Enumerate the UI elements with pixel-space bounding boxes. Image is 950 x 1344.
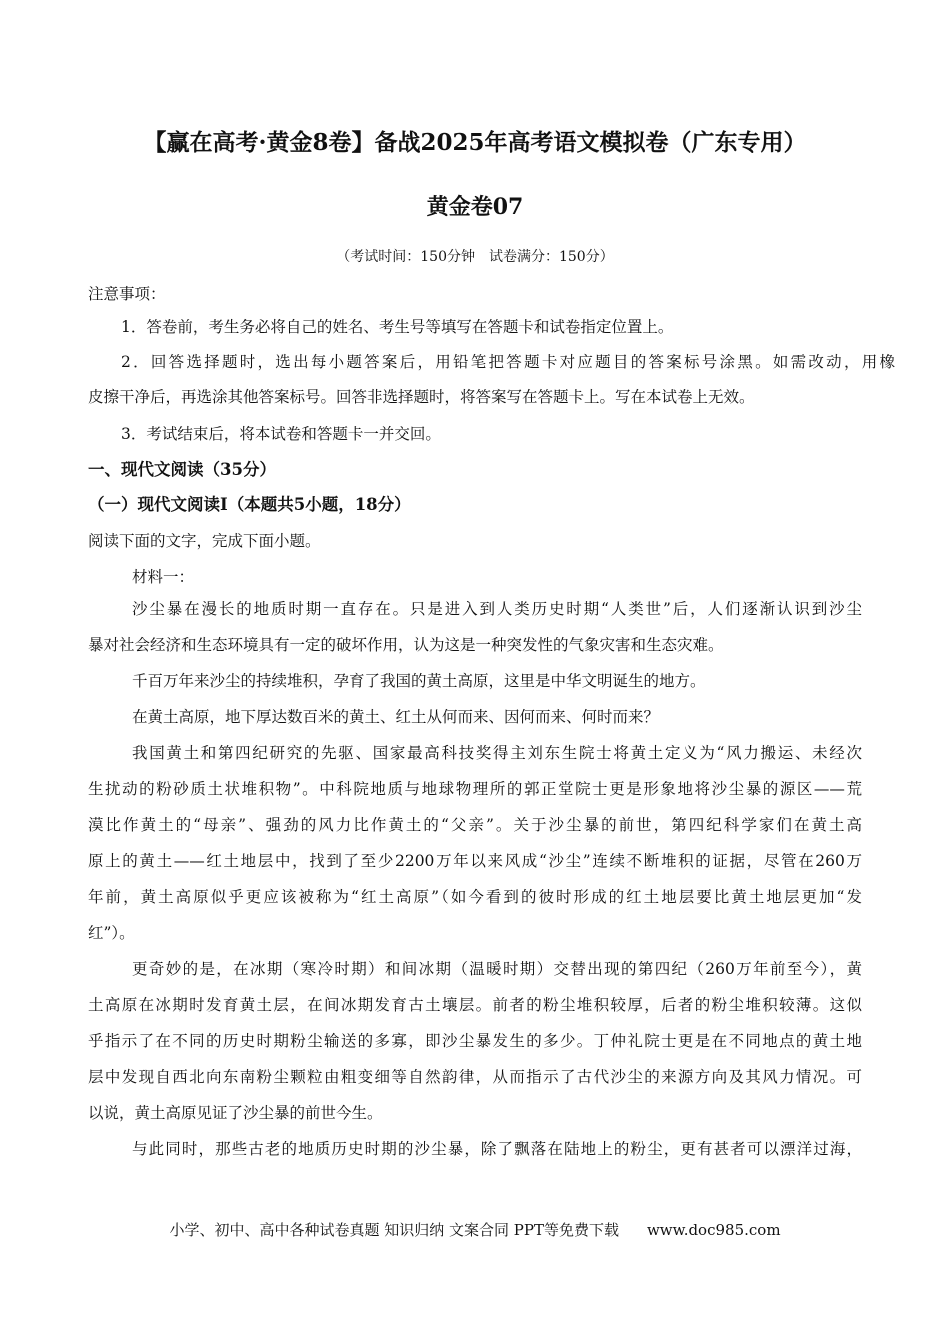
paragraph-line: 红”）。 (88, 924, 135, 942)
paragraph-line: 以说，黄土高原见证了沙尘暴的前世今生。 (88, 1104, 383, 1122)
paragraph-line: 暴对社会经济和生态环境具有一定的破坏作用，认为这是一种突发性的气象灾害和生态灾难。 (88, 636, 724, 654)
paragraph-line: 在黄土高原，地下厚达数百米的黄土、红土从何而来、因何而来、何时而来？ (132, 708, 660, 726)
document-subtitle: 黄金卷07 (426, 194, 524, 220)
footer-text: 小学、初中、高中各种试卷真题 知识归纳 文案合同 PPT等免费下载 (169, 1221, 619, 1239)
paragraph-line: 年前，黄土高原似乎更应该被称为“红土高原”（如今看到的彼时形成的红土地层要比黄土地层更加“发 (88, 888, 862, 906)
paragraph-line: 沙尘暴在漫长的地质时期一直存在。只是进入到人类历史时期“人类世”后，人们逐渐认识到沙尘 (132, 600, 862, 618)
document-title: 【赢在高考·黄金8卷】备战2025年高考语文模拟卷（广东专用） (143, 129, 807, 156)
paragraph-line: 我国黄土和第四纪研究的先驱、国家最高科技奖得主刘东生院士将黄土定义为“风力搬运、未经次 (132, 744, 862, 762)
notice-line: 皮擦干净后，再选涂其他答案标号。回答非选择题时，将答案写在答题卡上。写在本试卷上无效。 (88, 388, 755, 406)
paragraph-line: 更奇妙的是，在冰期（寒冷时期）和间冰期（温暖时期）交替出现的第四纪（260万年前至今），黄 (132, 960, 862, 978)
paragraph-line: 土高原在冰期时发育黄土层，在间冰期发育古土壤层。前者的粉尘堆积较厚，后者的粉尘堆积较薄。这似 (88, 996, 862, 1014)
notice-line: 1．答卷前，考生务必将自己的姓名、考生号等填写在答题卡和试卷指定位置上。 (121, 318, 674, 336)
notice-line: 2．回答选择题时，选出每小题答案后，用铅笔把答题卡对应题目的答案标号涂黑。如需改动，用橡 (121, 353, 895, 371)
paragraph-line: 层中发现自西北向东南粉尘颗粒由粗变细等自然韵律，从而指示了古代沙尘的来源方向及其风力情况。可 (88, 1068, 862, 1086)
notice-line: 3．考试结束后，将本试卷和答题卡一并交回。 (121, 425, 441, 443)
paragraph-line: 原上的黄土——红土地层中，找到了至少2200万年以来风成“沙尘”连续不断堆积的证据，尽管在260万 (88, 852, 862, 870)
paragraph-line: 与此同时，那些古老的地质历史时期的沙尘暴，除了飘落在陆地上的粉尘，更有甚者可以漂洋过海， (132, 1140, 862, 1158)
paragraph-line: 漠比作黄土的“母亲”、强劲的风力比作黄土的“父亲”。关于沙尘暴的前世，第四纪科学家们在黄土高 (88, 816, 862, 834)
footer (0, 1219, 950, 1240)
paragraph-line: 生扰动的粉砂质土状堆积物”。中科院地质与地球物理所的郭正堂院士更是形象地将沙尘暴的源区——荒 (88, 780, 862, 798)
notice-heading: 注意事项： (88, 285, 166, 303)
section-heading: 一、现代文阅读（35分） (88, 460, 276, 479)
exam-info: （考试时间：150分钟 试卷满分：150分） (336, 249, 614, 265)
footer-url[interactable]: www.doc985.com (646, 1221, 781, 1239)
material-label: 材料一： (132, 568, 195, 586)
paragraph-line: 千百万年来沙尘的持续堆积，孕育了我国的黄土高原，这里是中华文明诞生的地方。 (132, 672, 706, 690)
subsection-heading: （一）现代文阅读Ⅰ（本题共5小题，18分） (88, 495, 411, 514)
instruction-text: 阅读下面的文字，完成下面小题。 (88, 532, 321, 550)
paragraph-line: 乎指示了在不同的历史时期粉尘输送的多寡，即沙尘暴发生的多少。丁仲礼院士更是在不同地点的黄土地 (88, 1032, 862, 1050)
